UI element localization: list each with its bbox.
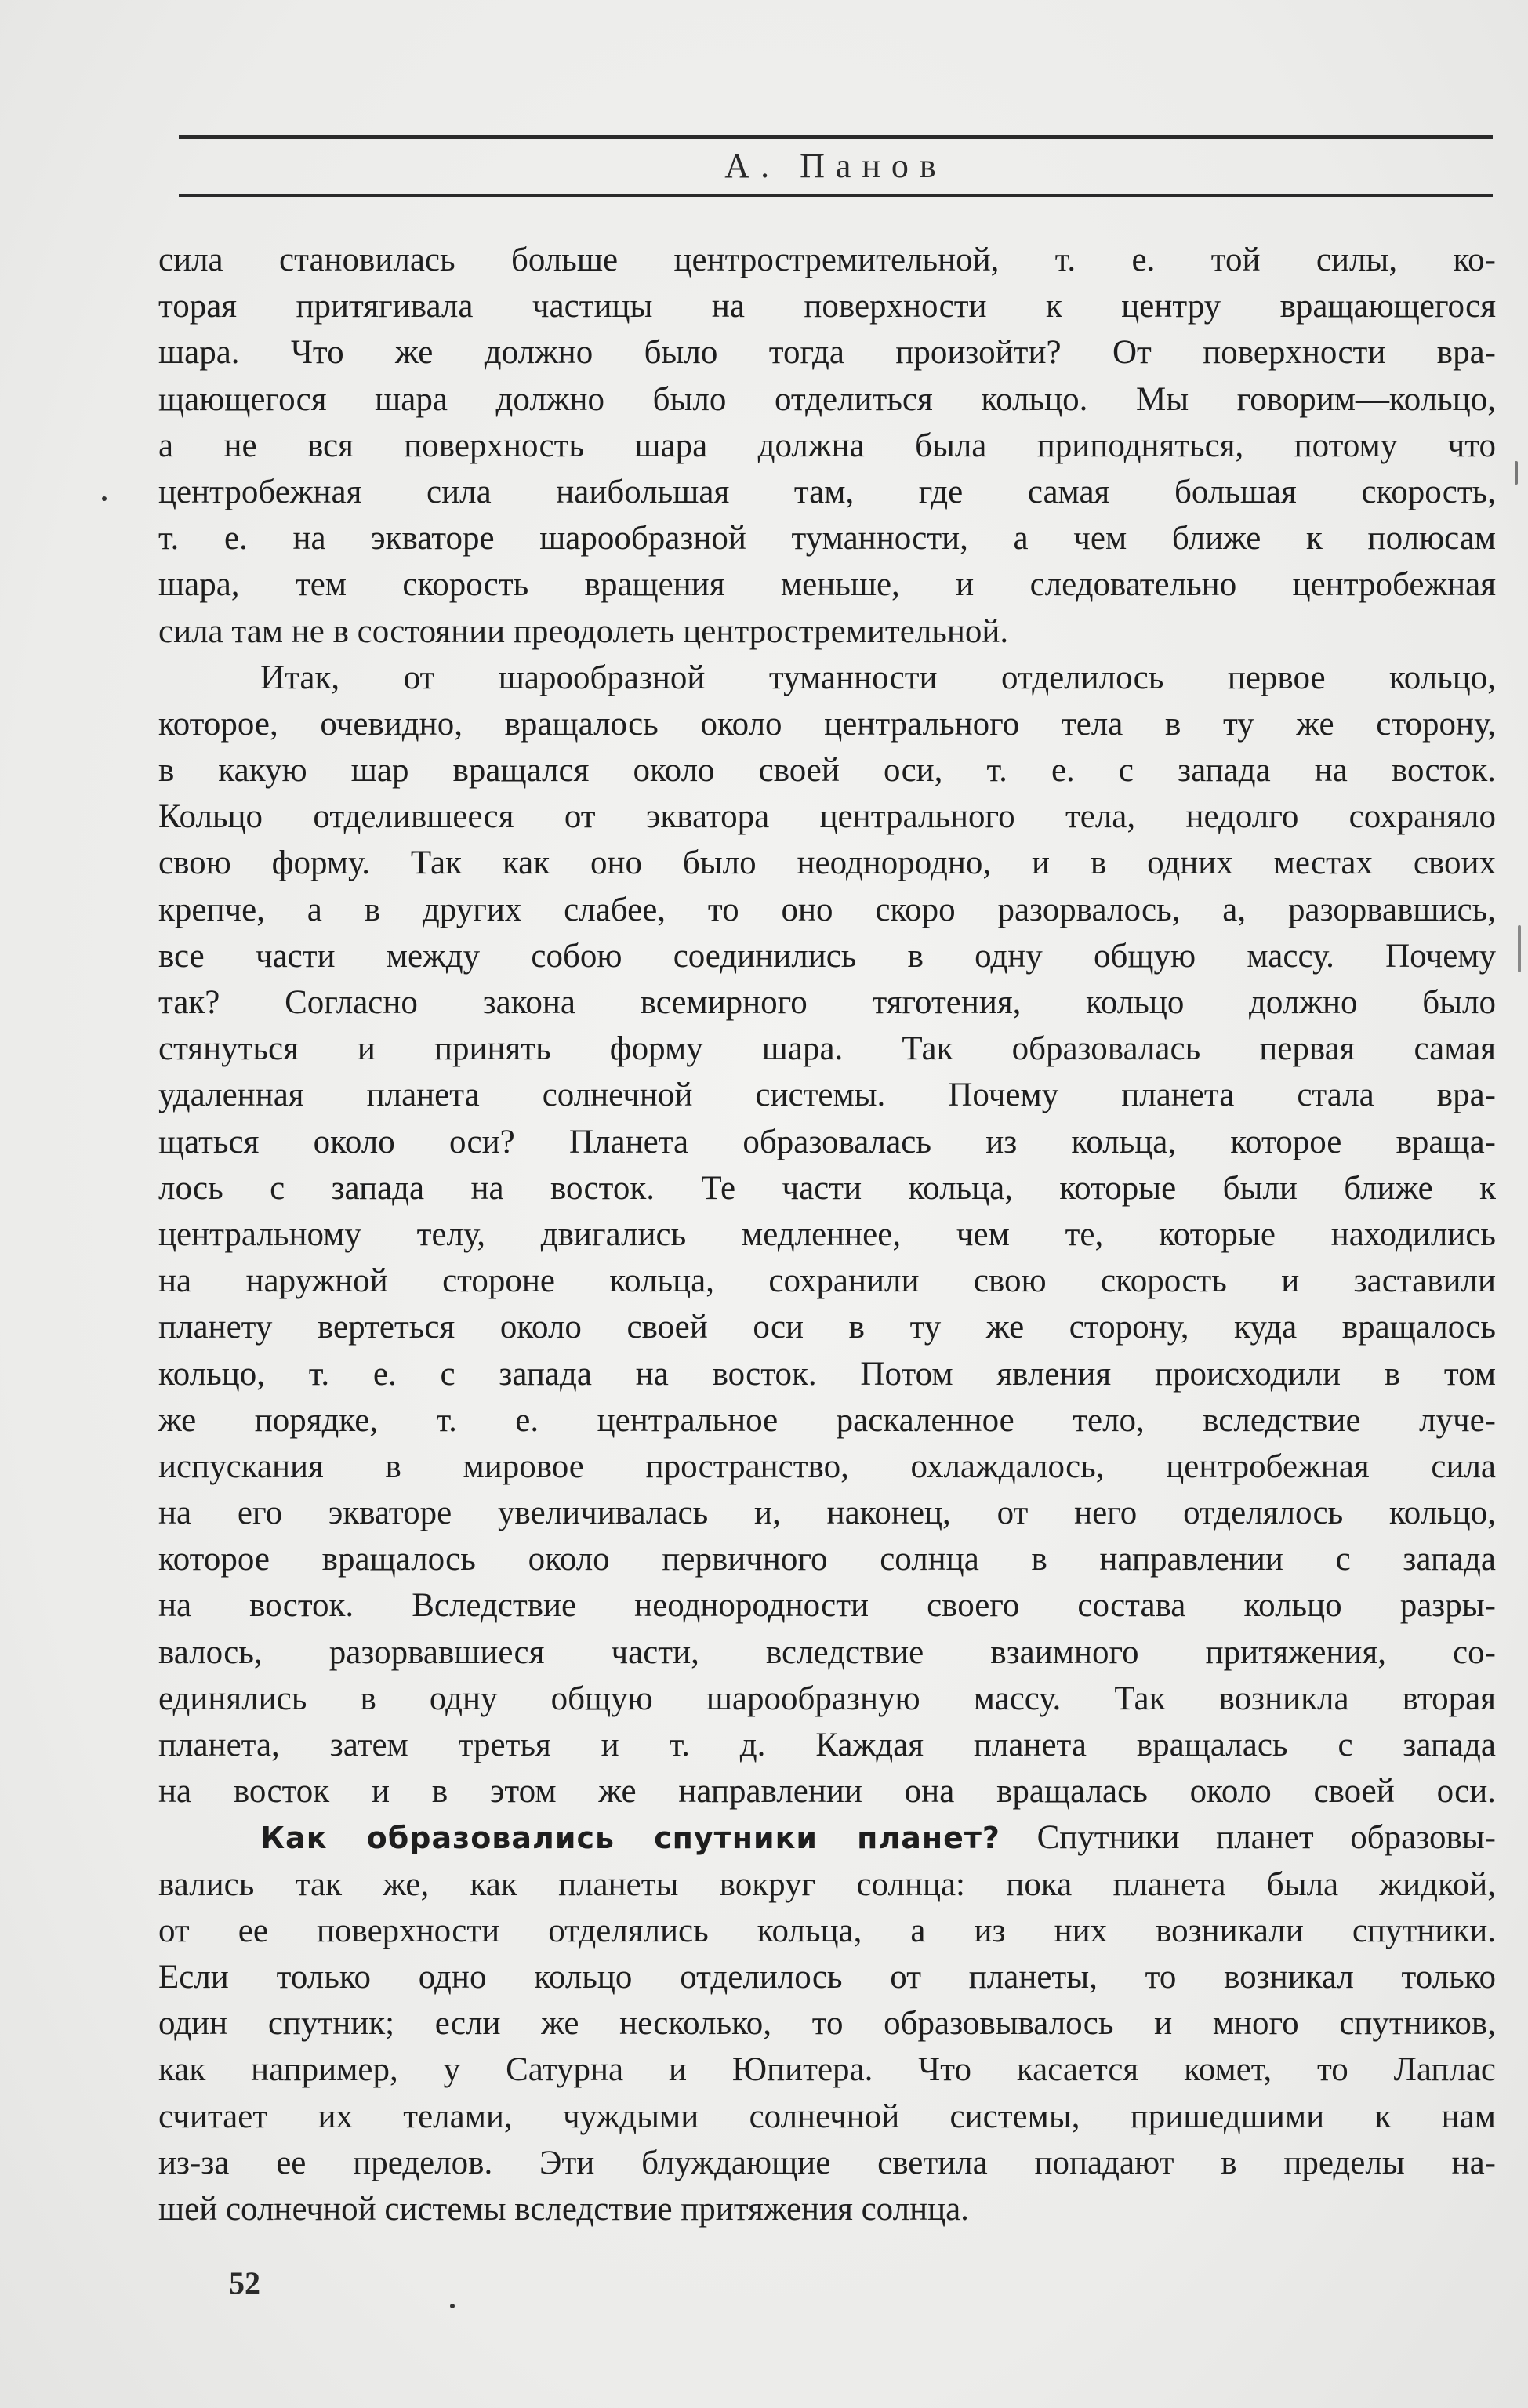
text-line: а не вся поверхность шара должна была приподняться, потому что: [158, 427, 1496, 464]
text-line: планету вертеться около своей оси в ту же сторону, куда вращалось: [158, 1309, 1496, 1346]
text-line: щающегося шара должно было отделиться кольцо. Мы говорим—кольцо,: [158, 380, 1496, 418]
text-line: лось с запада на восток. Те части кольца, которые были ближе к: [158, 1169, 1496, 1207]
text-line: шей солнечной системы вследствие притяжения солнца.: [158, 2190, 969, 2228]
text-line: на наружной стороне кольца, сохранили свою скорость и заставили: [158, 1262, 1496, 1300]
section-heading: Как образовались спутники планет?: [260, 1821, 1000, 1856]
text-line: [158, 1814, 1496, 1861]
text-line: шара. Что же должно было тогда произойти? От поверхности вра-: [158, 334, 1496, 372]
text-line: которое, очевидно, вращалось около центрального тела в ту же сторону,: [158, 705, 1496, 743]
text-line: щаться около оси? Планета образовалась из кольца, которое враща-: [158, 1123, 1496, 1160]
text-line: свою форму. Так как оно было неоднородно, и в одних местах своих: [158, 844, 1496, 882]
text-line: сила там не в состоянии преодолеть центростремительной.: [158, 612, 1009, 650]
text-line: удаленная планета солнечной системы. Почему планета стала вра-: [158, 1077, 1496, 1114]
text-line: валось, разорвавшиеся части, вследствие взаимного притяжения, со-: [158, 1633, 1496, 1671]
text-line: единялись в одну общую шарообразную массу. Так возникла вторая: [158, 1680, 1496, 1717]
paragraph-2: [158, 655, 1496, 1815]
paragraph-1: [158, 237, 1496, 655]
text-line: как например, у Сатурна и Юпитера. Что касается комет, то Лаплас: [158, 2051, 1496, 2089]
text-line: кольцо, т. е. с запада на восток. Потом явления происходили в том: [158, 1355, 1496, 1393]
text-line: планета, затем третья и т. д. Каждая планета вращалась с запада: [158, 1727, 1496, 1763]
body-text: [158, 237, 1496, 2232]
text-line: шара, тем скорость вращения меньше, и следовательно центробежная: [158, 566, 1496, 604]
text-line: т. е. на экваторе шарообразной туманности, а чем ближе к полюсам: [158, 520, 1496, 558]
text-line: в какую шар вращался около своей оси, т. е. с запада на восток.: [158, 752, 1496, 790]
print-speck: [450, 2304, 455, 2308]
text-line: на восток. Вследствие неоднородности своего состава кольцо разры-: [158, 1587, 1496, 1625]
header-rule-bottom: [179, 194, 1493, 197]
paragraph-3: [158, 1814, 1496, 2232]
section-heading-continuation: Спутники планет образовы-: [1000, 1819, 1496, 1857]
text-line: торая притягивала частицы на поверхности к центру вращающегося: [158, 288, 1496, 325]
text-line: крепче, а в других слабее, то оно скоро разорвалось, а, разорвавшись,: [158, 891, 1496, 928]
print-speck: [1518, 925, 1521, 972]
text-line: на его экваторе увеличивалась и, наконец, от него отделялось кольцо,: [158, 1495, 1496, 1532]
text-line: центробежная сила наибольшая там, где самая большая скорость,: [158, 473, 1496, 510]
print-speck: [1515, 461, 1518, 485]
text-line: которое вращалось около первичного солнца в направлении с запада: [158, 1541, 1496, 1578]
text-line: стянуться и принять форму шара. Так образовалась первая самая: [158, 1030, 1496, 1068]
header-rule-top: [179, 135, 1493, 139]
text-line: центральному телу, двигались медленнее, чем те, которые находились: [158, 1215, 1496, 1253]
text-line: Если только одно кольцо отделилось от планеты, то возникал только: [158, 1958, 1496, 1996]
text-line: Итак, от шарообразной туманности отделилось первое кольцо,: [260, 659, 1496, 696]
text-line: же порядке, т. е. центральное раскаленное тело, вследствие луче-: [158, 1401, 1496, 1439]
text-line: от ее поверхности отделялись кольца, а из них возникали спутники.: [158, 1912, 1496, 1949]
text-line: один спутник; если же несколько, то образовывалось и много спутников,: [158, 2005, 1496, 2043]
print-speck: [102, 496, 107, 501]
text-line: так? Согласно закона всемирного тяготения, кольцо должно было: [158, 984, 1496, 1021]
text-line: сила становилась больше центростремительной, т. е. той силы, ко-: [158, 242, 1496, 278]
text-line: на восток и в этом же направлении она вращалась около своей оси.: [158, 1773, 1496, 1811]
text-line: считает их телами, чуждыми солнечной системы, пришедшими к нам: [158, 2097, 1496, 2135]
page-number: 52: [229, 2265, 260, 2301]
running-head: А. Панов: [724, 147, 947, 185]
text-line: все части между собою соединились в одну общую массу. Почему: [158, 937, 1496, 975]
text-line: Кольцо отделившееся от экватора центрального тела, недолго сохраняло: [158, 798, 1496, 836]
text-line: вались так же, как планеты вокруг солнца: пока планета была жидкой,: [158, 1865, 1496, 1903]
text-line: испускания в мировое пространство, охлаждалось, центробежная сила: [158, 1447, 1496, 1485]
text-line: из-за ее пределов. Эти блуждающие светила попадают в пределы на-: [158, 2144, 1496, 2181]
